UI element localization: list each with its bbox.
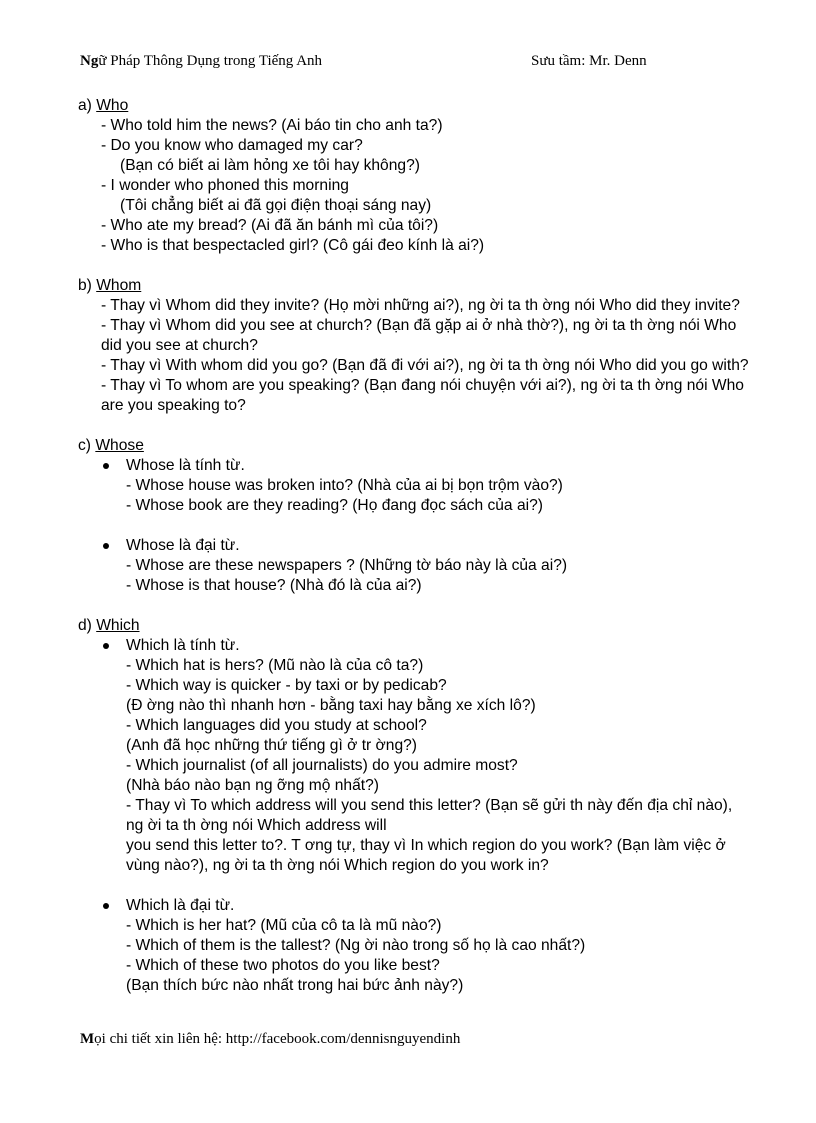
whose-line-4: - Whose is that house? (Nhà đó là của ai?) <box>126 577 422 594</box>
which-line-14: - Which of these two photos do you like best? <box>126 957 440 974</box>
section-label: b) <box>78 277 97 294</box>
which-line-7: (Nhà báo nào bạn ng ỡng mộ nhất?) <box>126 777 379 794</box>
which-line-12: - Which is her hat? (Mũ của cô ta là mũ nào?) <box>126 917 442 934</box>
whom-line-4: - Thay vì With whom did you go? (Bạn đã đi với ai?), ng ời ta th ờng nói Who did you go with? <box>101 357 749 374</box>
whom-line-6: are you speaking to? <box>101 397 246 414</box>
section-heading-who <box>78 96 128 116</box>
who-line-1: - Who told him the news? (Ai báo tin cho anh ta?) <box>101 117 443 134</box>
which-line-2: - Which way is quicker - by taxi or by pedicab? <box>126 677 447 694</box>
who-line-3: (Bạn có biết ai làm hỏng xe tôi hay không?) <box>120 157 420 174</box>
section-word: Whose <box>95 437 144 454</box>
section-word: Whom <box>96 277 142 294</box>
which-line-4: - Which languages did you study at school? <box>126 717 427 734</box>
whose-line-1: - Whose house was broken into? (Nhà của ai bị bọn trộm vào?) <box>126 477 563 494</box>
bullet-icon <box>103 463 109 469</box>
whom-line-5: - Thay vì To whom are you speaking? (Bạn đang nói chuyện với ai?), ng ời ta th ờng nói Who <box>101 377 744 394</box>
which-line-6: - Which journalist (of all journalists) do you admire most? <box>126 757 518 774</box>
whose-line-3: - Whose are these newspapers ? (Những tờ báo này là của ai?) <box>126 557 568 574</box>
who-line-7: - Who is that bespectacled girl? (Cô gái đeo kính là ai?) <box>101 237 485 254</box>
which-line-5: (Anh đã học những thứ tiếng gì ở tr ờng?) <box>126 737 417 754</box>
who-line-2: - Do you know who damaged my car? <box>101 137 363 154</box>
which-line-10: you send this letter to?. T ơng tự, thay vì In which region do you work? (Bạn làm việc ở <box>126 837 726 854</box>
which-line-13: - Which of them is the tallest? (Ng ời nào trong số họ là cao nhất?) <box>126 937 586 954</box>
header-title-rest: ữ Pháp Thông Dụng trong Tiếng Anh <box>98 53 323 69</box>
footer-contact <box>80 1031 460 1048</box>
whose-bullet-1: Whose là tính từ. <box>126 457 245 474</box>
who-line-6: - Who ate my bread? (Ai đã ăn bánh mì của tôi?) <box>101 217 439 234</box>
who-line-4: - I wonder who phoned this morning <box>101 177 349 194</box>
bullet-icon <box>103 643 109 649</box>
section-word: Which <box>96 617 140 634</box>
which-line-11: vùng nào?), ng ời ta th ờng nói Which region do you work in? <box>126 857 549 874</box>
whom-line-1: - Thay vì Whom did they invite? (Họ mời những ai?), ng ời ta th ờng nói Who did they invite? <box>101 297 740 314</box>
which-line-1: - Which hat is hers? (Mũ nào là của cô ta?) <box>126 657 424 674</box>
section-heading-which <box>78 616 140 636</box>
whose-bullet-2: Whose là đại từ. <box>126 537 240 554</box>
which-line-9: ng ời ta th ờng nói Which address will <box>126 817 387 834</box>
which-line-15: (Bạn thích bức nào nhất trong hai bức ảnh này?) <box>126 977 464 994</box>
which-bullet-1: Which là tính từ. <box>126 637 240 654</box>
whom-line-2: - Thay vì Whom did you see at church? (Bạn đã gặp ai ở nhà thờ?), ng ời ta th ờng nói Who <box>101 317 737 334</box>
footer-bold: M <box>80 1031 95 1047</box>
section-word: Who <box>96 97 129 114</box>
header-credit: Sưu tầm: Mr. Denn <box>531 53 647 69</box>
footer-text: ọi chi tiết xin liên hệ: http://facebook.com/dennisnguyendinh <box>94 1031 461 1047</box>
section-label: a) <box>78 97 97 114</box>
who-line-5: (Tôi chẳng biết ai đã gọi điện thoại sáng nay) <box>120 197 432 214</box>
which-line-8: - Thay vì To which address will you send this letter? (Bạn sẽ gửi th này đến địa chỉ nào), <box>126 797 733 814</box>
which-bullet-2: Which là đại từ. <box>126 897 235 914</box>
header-title-bold: Ng <box>80 53 99 69</box>
section-label: d) <box>78 617 97 634</box>
section-label: c) <box>78 437 96 454</box>
whom-line-3: did you see at church? <box>101 337 258 354</box>
section-heading-whose <box>78 436 144 456</box>
whose-line-2: - Whose book are they reading? (Họ đang đọc sách của ai?) <box>126 497 543 514</box>
bullet-icon <box>103 903 109 909</box>
section-heading-whom <box>78 276 141 296</box>
header-title <box>80 53 322 70</box>
which-line-3: (Đ ờng nào thì nhanh hơn - bằng taxi hay bằng xe xích lô?) <box>126 697 536 714</box>
bullet-icon <box>103 543 109 549</box>
